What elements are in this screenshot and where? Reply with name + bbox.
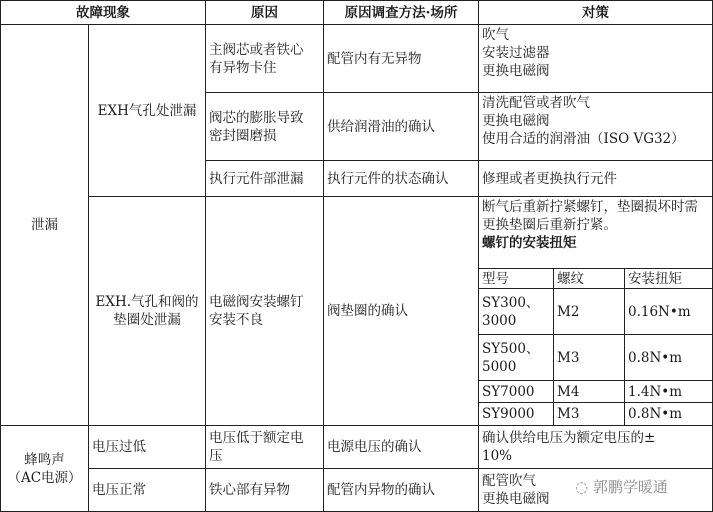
torque-header-model: 型号 — [478, 268, 554, 289]
header-phenomenon: 故障现象 — [0, 0, 206, 25]
watermark — [575, 478, 668, 496]
cause: 电压低于额定电 压 — [205, 425, 324, 469]
torque-model: SY7000 — [478, 380, 554, 403]
torque-header-thread: 螺纹 — [553, 268, 625, 289]
cause: 电磁阀安装螺钉 安装不良 — [205, 196, 324, 426]
torque-value: 1.4N•m — [624, 380, 713, 403]
cause: 铁心部有异物 — [205, 468, 324, 512]
check: 阀垫圈的确认 — [323, 196, 479, 426]
cause: 执行元件部泄漏 — [205, 160, 324, 197]
torque-thread: M3 — [553, 334, 625, 381]
measure: 确认供给电压为额定电压的± 10% — [478, 425, 713, 469]
torque-thread: M2 — [553, 288, 625, 335]
torque-model: SY9000 — [478, 402, 554, 426]
check: 配管内异物的确认 — [323, 468, 479, 512]
check: 执行元件的状态确认 — [323, 160, 479, 197]
header-cause: 原因 — [205, 0, 324, 25]
torque-thread: M4 — [553, 380, 625, 403]
measure: 修理或者更换执行元件 — [478, 160, 713, 197]
cause: 阀芯的膨胀导致 密封圈磨损 — [205, 92, 324, 161]
header-measure: 对策 — [478, 0, 713, 25]
measure: 配管吹气 更换电磁阀 — [478, 468, 713, 512]
torque-model: SY300、 3000 — [478, 288, 554, 335]
gasket-measure — [478, 196, 713, 269]
torque-title: 螺钉的安装扭矩 — [482, 235, 577, 251]
buzz-label: 蜂鸣声 （AC电源） — [0, 425, 89, 512]
header-check: 原因调查方法·场所 — [323, 0, 479, 25]
torque-thread: M3 — [553, 402, 625, 426]
cause: 主阀芯或者铁心 有异物卡住 — [205, 24, 324, 93]
measure-text: 断气后重新拧紧螺钉，垫圈损坏时需更换垫圈后重新拧紧。 — [482, 199, 698, 233]
phenomenon: 电压正常 — [88, 468, 206, 512]
torque-value: 0.8N•m — [624, 402, 713, 426]
torque-value: 0.8N•m — [624, 334, 713, 381]
check: 电源电压的确认 — [323, 425, 479, 469]
measure: 吹气 安装过滤器 更换电磁阀 — [478, 24, 713, 93]
gasket-leak-label: EXH.气孔和阀的 垫圈处泄漏 — [88, 196, 206, 426]
leak-label: 泄漏 — [0, 24, 89, 426]
measure: 清洗配管或者吹气 更换电磁阀 使用合适的润滑油（ISO VG32） — [478, 92, 713, 161]
torque-value: 0.16N•m — [624, 288, 713, 335]
watermark-text: 郭鹏学暖通 — [592, 478, 668, 496]
phenomenon: 电压过低 — [88, 425, 206, 469]
torque-model: SY500、 5000 — [478, 334, 554, 381]
wechat-icon: ◌ — [575, 478, 593, 496]
check: 配管内有无异物 — [323, 24, 479, 93]
torque-header-torque: 安装扭矩 — [624, 268, 713, 289]
check: 供给润滑油的确认 — [323, 92, 479, 161]
exh-leak-label: EXH气孔处泄漏 — [88, 24, 206, 197]
